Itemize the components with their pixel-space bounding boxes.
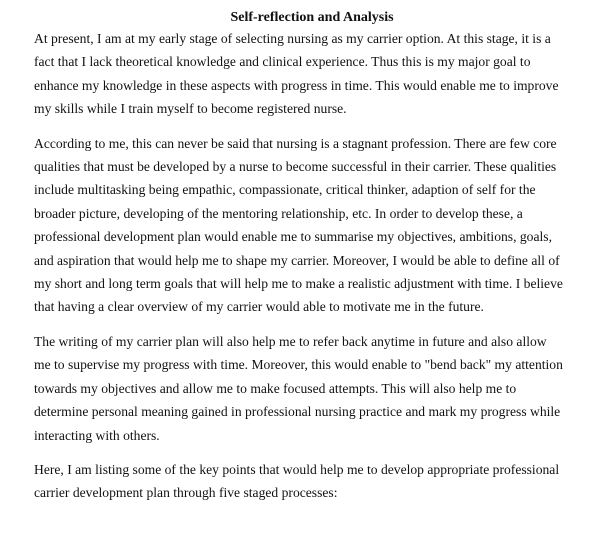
paragraph-line: fact that I lack theoretical knowledge and clinical experience. Thus this is my major goal to — [34, 54, 531, 70]
document-page — [34, 10, 590, 516]
paragraph-line: broader picture, developing of the mentoring relationship, etc. In order to develop these, a — [34, 205, 523, 221]
paragraph-line: and aspiration that would help me to shape my carrier. Moreover, I would be able to define all of — [34, 252, 560, 268]
paragraph-line: me to supervise my progress with time. Moreover, this would enable to "bend back" my attention — [34, 357, 563, 373]
paragraph-line: that having a clear overview of my carrier would able to motivate me in the future. — [34, 299, 484, 315]
paragraph-line: Here, I am listing some of the key points that would help me to develop appropriate professional — [34, 461, 560, 477]
paragraph-line: At present, I am at my early stage of selecting nursing as my carrier option. At this stage, it is a — [34, 31, 551, 46]
paragraph-line: my skills while I train myself to become registered nurse. — [34, 101, 347, 117]
paragraph-line: The writing of my carrier plan will also help me to refer back anytime in future and also allow — [34, 333, 547, 349]
paragraph-line: towards my objectives and allow me to make focused attempts. This will also help me to — [34, 380, 517, 396]
paragraph-line: enhance my knowledge in these aspects with progress in time. This would enable me to improve — [34, 77, 559, 93]
paragraph-1 — [34, 27, 590, 121]
paragraph-4 — [34, 458, 590, 505]
paragraph-line: qualities that must be developed by a nurse to become successful in their carrier. These qualities — [34, 159, 557, 175]
paragraph-3 — [34, 330, 590, 447]
paragraph-line: professional development plan would enable me to summarise my objectives, ambitions, goals, — [34, 229, 552, 245]
document-title: Self-reflection and Analysis — [230, 10, 394, 25]
paragraph-line: determine personal meaning gained in professional nursing practice and mark my progress while — [34, 404, 561, 420]
paragraph-line: include multitasking being empathic, compassionate, critical thinker, adaption of self for the — [34, 182, 536, 198]
paragraph-line: carrier development plan through five staged processes: — [34, 485, 338, 501]
paragraph-line: interacting with others. — [34, 427, 160, 443]
paragraph-line: According to me, this can never be said that nursing is a stagnant profession. There are few core — [34, 135, 557, 151]
paragraph-line: my short and long term goals that will help me to make a realistic adjustment with time. I believe — [34, 276, 563, 292]
paragraph-2 — [34, 132, 590, 319]
